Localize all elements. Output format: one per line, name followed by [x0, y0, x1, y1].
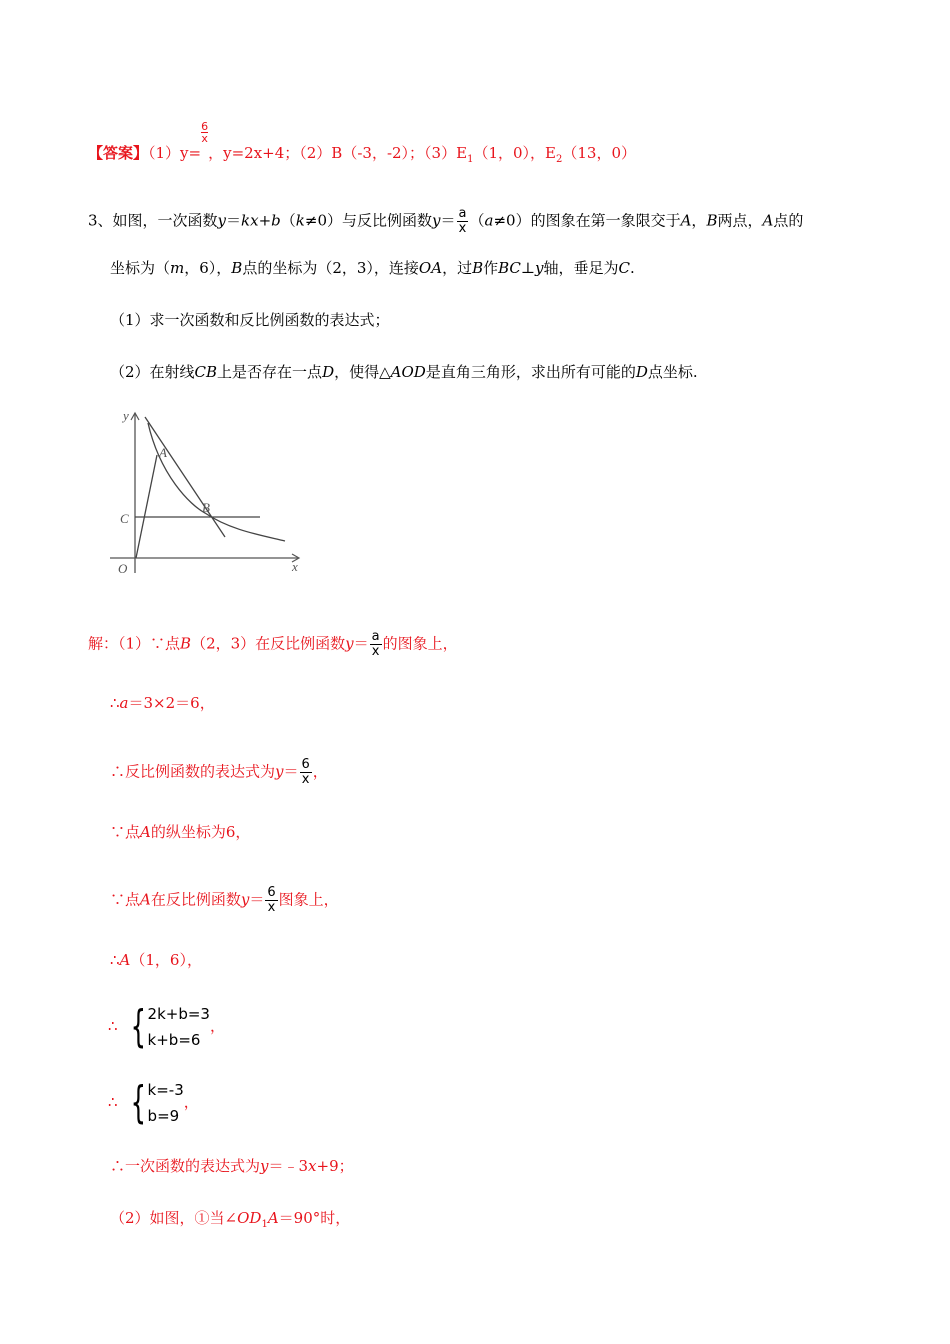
text: ，	[312, 762, 328, 781]
text: ＝	[440, 211, 456, 230]
equation-system-1	[108, 1000, 225, 1053]
var: m	[170, 259, 185, 277]
text: ，	[183, 1093, 199, 1111]
text: 上是否存在一点	[217, 363, 323, 381]
label-a: A	[159, 445, 167, 460]
text: 点的坐标为（2，3），连接	[242, 259, 419, 277]
var: y	[535, 259, 544, 277]
text: （2）如图，①当∠	[110, 1209, 238, 1227]
var: AOD	[390, 363, 426, 381]
problem-line-2	[110, 258, 635, 278]
problem-line-1	[88, 207, 803, 236]
e1-subscript: 1	[467, 154, 474, 165]
fraction-denominator: x	[300, 772, 312, 787]
answer-fraction	[201, 121, 208, 144]
text: （1，6），	[130, 951, 202, 969]
system-of-equations	[118, 1001, 210, 1053]
text: ＝3×2＝6，	[128, 694, 215, 712]
solution-line-1	[88, 630, 458, 659]
fraction-6-over-x	[265, 886, 277, 915]
var: BC	[498, 259, 521, 277]
left-brace-icon: {	[130, 1077, 146, 1128]
text: ，	[209, 1017, 225, 1035]
answer-rest: ，y=2x+4；（2）B（-3，-2）；（3）E	[208, 144, 468, 162]
var: y	[217, 211, 227, 230]
fraction-a-over-x	[370, 630, 382, 659]
equation-system-2	[108, 1076, 199, 1129]
equation-row: 2k+b=3	[147, 1005, 210, 1023]
triangle-symbol: △	[379, 363, 391, 381]
var: a	[119, 694, 129, 712]
e2-value: （13，0）	[562, 144, 636, 162]
text: ＝	[226, 211, 242, 230]
text: 点的	[773, 211, 804, 230]
var: y	[345, 634, 354, 653]
solution-line-6	[110, 950, 202, 970]
text: 图象上，	[278, 890, 339, 909]
text: ∴	[110, 694, 120, 712]
label-y: y	[123, 408, 129, 423]
text: ∴	[110, 951, 120, 969]
text: ⊥	[520, 259, 536, 277]
fraction-denominator: x	[370, 644, 382, 659]
var: k	[295, 211, 305, 230]
label-x: x	[292, 559, 298, 574]
function-graph-figure	[110, 405, 310, 580]
subscript: 1	[261, 1219, 268, 1230]
text: ，使得	[334, 363, 380, 381]
text: ≠0）与反比例函数	[304, 211, 433, 230]
therefore-symbol: ∴	[108, 1093, 118, 1111]
text: 解：（1）∵点	[88, 634, 181, 653]
text: 坐标为（	[110, 259, 171, 277]
var: A	[267, 1209, 279, 1227]
text: ＝﹣3	[268, 1157, 309, 1175]
fraction-denominator: x	[201, 132, 208, 145]
text: 是直角三角形，求出所有可能的	[425, 363, 636, 381]
var: OA	[418, 259, 443, 277]
linear-function-line	[145, 417, 225, 537]
fraction-6-over-x	[300, 758, 312, 787]
equation-row: k=-3	[147, 1081, 184, 1099]
fraction-numerator: 6	[201, 120, 209, 133]
text: +9；	[316, 1157, 354, 1175]
text: ＝	[353, 634, 369, 653]
solution-line-4	[110, 822, 250, 842]
text: ∵点	[110, 890, 141, 909]
solution-line-7	[110, 1156, 354, 1176]
var: y	[240, 890, 250, 909]
equation-row: k+b=6	[147, 1031, 201, 1049]
fraction-numerator: 6	[301, 757, 310, 772]
var: y	[260, 1157, 269, 1175]
answer-line	[88, 120, 636, 170]
text: 点坐标.	[647, 363, 698, 381]
var: a	[484, 211, 494, 230]
var: A	[140, 823, 151, 841]
text: 的纵坐标为6，	[150, 823, 251, 841]
var: B	[706, 211, 718, 230]
fraction-numerator: a	[458, 206, 467, 221]
var: A	[762, 211, 774, 230]
answer-tag: 【答案】	[88, 144, 149, 162]
text: 作	[483, 259, 499, 277]
label-c: C	[120, 511, 129, 526]
text: ＝	[249, 890, 265, 909]
left-brace-icon: {	[130, 1001, 146, 1052]
text: ≠0）的图象在第一象限交于	[493, 211, 681, 230]
fraction-numerator: a	[371, 629, 380, 644]
var: y	[432, 211, 441, 230]
var: A	[680, 211, 692, 230]
var: D	[322, 363, 335, 381]
text: ∴一次函数的表达式为	[110, 1157, 261, 1175]
text: 在反比例函数	[150, 890, 241, 909]
fraction-numerator: 6	[267, 885, 276, 900]
text: （	[469, 211, 485, 230]
fraction-denominator: x	[265, 900, 277, 915]
text: 轴，垂足为	[543, 259, 619, 277]
system-solution	[118, 1077, 184, 1129]
var: B	[180, 634, 192, 653]
var: A	[140, 890, 151, 909]
solution-line-5	[110, 886, 339, 915]
text: 3、如图，一次函数	[88, 211, 218, 230]
text: ，过	[442, 259, 473, 277]
var: x	[308, 1157, 317, 1175]
solution-line-2	[110, 693, 215, 713]
text: （2）在射线	[110, 363, 195, 381]
e2-subscript: 2	[555, 154, 563, 165]
label-o: O	[118, 561, 128, 576]
var: OD	[237, 1209, 262, 1227]
text: （	[280, 211, 296, 230]
text: ，6），	[184, 259, 232, 277]
var: A	[119, 951, 131, 969]
fraction-denominator: x	[457, 221, 469, 236]
var: C	[618, 259, 630, 277]
fraction-a-over-x	[457, 207, 469, 236]
var: B	[231, 259, 243, 277]
var: y	[275, 762, 284, 781]
var: D	[635, 363, 648, 381]
therefore-symbol: ∴	[108, 1017, 118, 1035]
text: 的图象上，	[382, 634, 458, 653]
answer-part1-label: （1）y=	[148, 144, 202, 162]
text: .	[630, 259, 635, 277]
var: B	[472, 259, 484, 277]
text: ∵点	[110, 823, 141, 841]
label-b: B	[202, 500, 210, 515]
equation-row: b=9	[147, 1107, 180, 1125]
solution-line-3	[110, 758, 328, 787]
segment-oa	[136, 455, 157, 558]
var: CB	[194, 363, 218, 381]
text: ∴反比例函数的表达式为	[110, 762, 276, 781]
e1-value: （1，0），E	[473, 144, 556, 162]
text: 两点，	[717, 211, 763, 230]
text: ，	[691, 211, 707, 230]
var: kx+b	[241, 211, 281, 230]
question-2	[110, 362, 698, 382]
text: （2，3）在反比例函数	[191, 634, 346, 653]
text: ＝90°时，	[278, 1209, 351, 1227]
question-1: （1）求一次函数和反比例函数的表达式；	[110, 311, 390, 329]
solution-line-8	[110, 1208, 350, 1235]
text: ＝	[283, 762, 299, 781]
